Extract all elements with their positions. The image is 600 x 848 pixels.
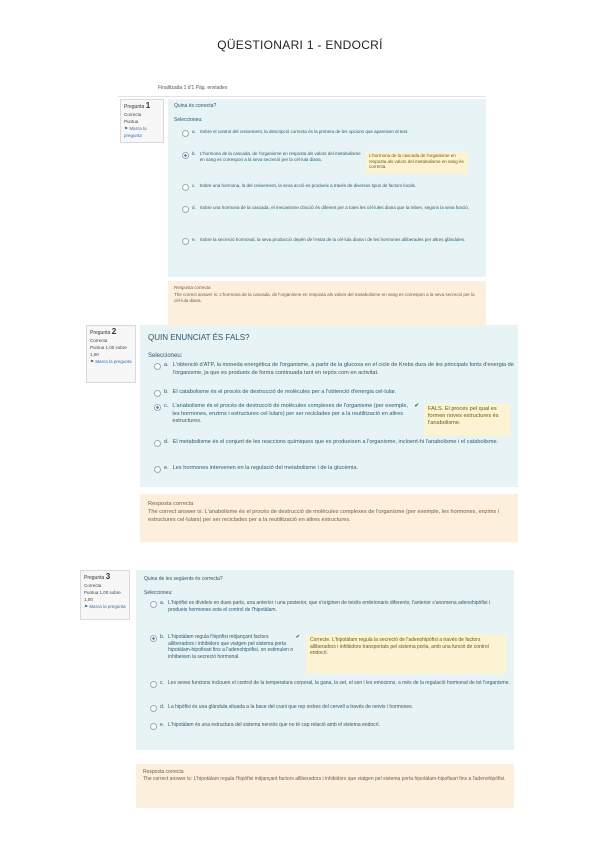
flag-question-link[interactable] bbox=[124, 125, 160, 139]
response-text: The correct answer is: L'hipotàlam regula l'hipòfisi mitjançant factors alliberadors i inhibidors que viatgen pel sistema porta hipotàlam-hipofisari fins a l'adenohipòfisi. bbox=[143, 776, 506, 782]
flag-label: Marca la pregunta bbox=[95, 359, 132, 364]
flag-label: Marca la pregunta bbox=[124, 126, 147, 138]
document-title: QÜESTIONARI 1 - ENDOCRÍ bbox=[217, 38, 383, 52]
response-text: The correct answer is: L'hormona de la cascada, de l'organisme en resposta als valors del metabolisme en sang es correspon a la seva secreció per la cèl·lula diana. bbox=[174, 291, 475, 303]
radio-button[interactable] bbox=[182, 238, 189, 245]
answer-option[interactable] bbox=[150, 680, 510, 688]
answer-option[interactable] bbox=[154, 389, 516, 397]
question-text: Quina és correcta? bbox=[174, 103, 217, 109]
option-text: Sobre una hormona de la cascada, el mecanisme d'acció és diferent per a totes les cèl·lules diana que la reben, segons la seva funció. bbox=[199, 205, 470, 210]
response-heading: Resposta correcta bbox=[174, 285, 211, 290]
flag-icon: ⚑ bbox=[84, 604, 89, 609]
option-text: El catabolisme és el procés de destrucció de molècules per a l'obtenció d'energia cel·lular. bbox=[172, 389, 397, 395]
answer-option[interactable] bbox=[150, 704, 510, 712]
question-1-info bbox=[120, 99, 164, 143]
select-prompt: Seleccioneu: bbox=[144, 590, 173, 596]
answer-option[interactable] bbox=[150, 600, 510, 613]
option-letter: a. bbox=[160, 600, 165, 606]
radio-button[interactable] bbox=[154, 440, 161, 447]
response-heading: Resposta correcta bbox=[143, 769, 184, 775]
question-1-correct-answer bbox=[168, 281, 486, 327]
option-letter: b. bbox=[192, 151, 196, 156]
radio-button[interactable] bbox=[150, 681, 157, 688]
radio-button[interactable] bbox=[182, 152, 189, 159]
option-letter: b. bbox=[164, 389, 169, 395]
option-feedback bbox=[424, 403, 510, 435]
select-prompt: Seleccioneu: bbox=[148, 353, 183, 359]
option-text: L'hormona de la cascada, de l'organisme en resposta als valors del metabolisme en sang es correspon a la seva secreció per la cèl·lula diana. bbox=[199, 151, 361, 162]
option-text: L'anabolisme és el procés de destrucció de molècules complexes de l'organisme (per exemple, les hormones, enzims i estructures cel·lulars) per ser reciclades per a la reutilització en altres estructures. bbox=[172, 403, 408, 424]
question-text: Quina de les següents és correcta? bbox=[144, 576, 223, 582]
option-letter: d. bbox=[160, 704, 165, 710]
answer-option[interactable] bbox=[154, 362, 516, 377]
flag-label: Marca la pregunta bbox=[89, 604, 126, 609]
response-heading: Resposta correcta bbox=[148, 501, 194, 507]
radio-button[interactable] bbox=[154, 390, 161, 397]
answer-option-selected[interactable] bbox=[182, 151, 362, 163]
option-text: Les seves funcions inclouen el control de la temperatura corporal, la gana, la set, el son i les emocions, a més de la regulació hormonal de tot l'organisme. bbox=[167, 680, 510, 686]
question-label: Pregunta bbox=[84, 575, 105, 581]
radio-button[interactable] bbox=[154, 466, 161, 473]
answer-option-selected[interactable] bbox=[154, 403, 419, 426]
answer-option[interactable] bbox=[182, 129, 482, 137]
option-letter: e. bbox=[164, 465, 169, 471]
radio-button[interactable] bbox=[150, 601, 157, 608]
question-mark: Puntua 1,00 sobre 1,00 bbox=[84, 590, 121, 602]
question-2-correct-answer bbox=[140, 494, 518, 542]
check-icon: ✔ bbox=[295, 634, 300, 640]
flag-icon: ⚑ bbox=[90, 359, 95, 364]
question-3-correct-answer bbox=[136, 764, 514, 808]
radio-button[interactable] bbox=[182, 206, 189, 213]
radio-button[interactable] bbox=[150, 723, 157, 730]
answer-option[interactable] bbox=[150, 722, 510, 730]
option-letter: d. bbox=[164, 439, 169, 445]
question-number: 2 bbox=[111, 327, 117, 336]
option-text: Sobre el control del creixement, la descripció correcta és la primera de les opcions que apareixen al text. bbox=[199, 129, 409, 134]
option-letter: a. bbox=[192, 129, 196, 134]
flag-icon: ⚑ bbox=[124, 126, 129, 131]
option-text: Sobre una hormona, la del creixement, la seva acció es produeix a través de diversos tipus de factors locals. bbox=[199, 183, 417, 188]
option-letter: e. bbox=[192, 237, 196, 242]
feedback-text: L'hormona de la cascada de l'organisme en resposta als valors del metabolisme en sang és correcta. bbox=[369, 153, 464, 169]
breadcrumb bbox=[118, 82, 486, 97]
option-text: L'hipotàlam és una estructura del sistema nerviós que no té cap relació amb el sistema endocrí. bbox=[168, 722, 381, 728]
flag-question-link[interactable] bbox=[84, 603, 126, 610]
question-2-info bbox=[86, 325, 136, 383]
response-text: The correct answer is: L'anabolisme és el procés de destrucció de molècules complexes de l'organisme (per exemple, les hormones, enzims i estructures cel·lulars) per ser reciclades per a la reutilització en altres estructures. bbox=[148, 509, 499, 523]
question-state: Correcta bbox=[84, 583, 102, 588]
answer-option[interactable] bbox=[182, 237, 482, 245]
option-letter: e. bbox=[160, 722, 165, 728]
feedback-text: FALS. El procés pel qual es formen noves estructures és l'anabolisme. bbox=[428, 406, 499, 426]
question-state: Correcta bbox=[90, 338, 108, 343]
option-text: El metabolisme és el conjunt de les reaccions químiques que es produeixen a l'organisme, incloent-hi l'anabolisme i el catabolisme. bbox=[172, 439, 499, 445]
radio-button[interactable] bbox=[154, 363, 161, 370]
option-letter: c. bbox=[164, 403, 169, 409]
flag-question-link[interactable] bbox=[90, 358, 132, 365]
breadcrumb-text: Finalitzada 1 d'1 Pàg. enviades bbox=[158, 85, 228, 91]
option-letter: c. bbox=[192, 183, 196, 188]
question-text: QUIN ENUNCIAT ÉS FALS? bbox=[148, 333, 250, 342]
question-3-content bbox=[136, 570, 514, 750]
question-mark: Puntua 1,00 sobre 1,00 bbox=[90, 345, 127, 357]
option-letter: b. bbox=[160, 634, 165, 640]
option-text: L'hipòfisi es divideix en dues parts, una anterior i una posterior, que s'originen de teixits embrionaris diferents; l'anterior s'anomena adenohipòfisi i produeix hormones sota el control de l'hipotàlam. bbox=[168, 600, 490, 613]
question-label: Pregunta bbox=[90, 330, 111, 336]
question-state: Correcta bbox=[124, 112, 142, 117]
answer-option[interactable] bbox=[154, 465, 516, 473]
radio-button[interactable] bbox=[182, 130, 189, 137]
option-text: L'obtenció d'ATP, la moneda energètica de l'organisme, a partir de la glucosa en el cicle de Krebs dura de les principals fonts d'energia de l'organisme, ja que es produeix de forma continuada tant en repòs com en activitat. bbox=[172, 362, 514, 376]
answer-option-selected[interactable] bbox=[150, 634, 300, 660]
option-letter: c. bbox=[160, 680, 164, 686]
answer-option[interactable] bbox=[182, 183, 482, 191]
option-text: Les hormones intervenen en la regulació del metabolisme i de la glucèmia. bbox=[172, 465, 358, 471]
question-mark: Puntua bbox=[124, 119, 139, 124]
question-label: Pregunta bbox=[124, 104, 145, 110]
option-feedback bbox=[366, 151, 468, 173]
radio-button[interactable] bbox=[154, 404, 161, 411]
answer-option[interactable] bbox=[182, 205, 482, 213]
option-feedback bbox=[306, 634, 506, 674]
question-number: 3 bbox=[105, 572, 111, 581]
radio-button[interactable] bbox=[182, 184, 189, 191]
option-text: L'hipotàlam regula l'hipòfisi mitjançant factors alliberadors i inhibidors que viatgen pel sistema porta hipotàlam-hipofisari fins a l'adenohipòfisi, on estimulen o inhibeixen la secreció hormonal. bbox=[168, 634, 294, 660]
radio-button[interactable] bbox=[150, 635, 157, 642]
select-prompt: Seleccioneu: bbox=[174, 117, 203, 123]
question-2-content bbox=[140, 325, 518, 487]
option-letter: d. bbox=[192, 205, 196, 210]
radio-button[interactable] bbox=[150, 705, 157, 712]
check-icon: ✔ bbox=[414, 403, 419, 409]
answer-option[interactable] bbox=[154, 439, 516, 447]
option-text: La hipòfisi és una glàndula situada a la base del crani que rep ordres del cervell a través de nervis i hormones. bbox=[168, 704, 414, 710]
question-1-content bbox=[168, 99, 486, 277]
option-text: Sobre la secreció hormonal, la seva producció depèn de l'estat de la cèl·lula diana i de les hormones alliberades per altres glàndules. bbox=[199, 237, 466, 242]
option-letter: a. bbox=[164, 362, 169, 368]
question-number: 1 bbox=[145, 101, 151, 110]
feedback-text: Correcte. L'hipotàlam regula la secreció de l'adenohipòfisi a través de factors alliberadors i inhibidors transportats pel sistema porta, amb una funció de control endocrí. bbox=[310, 637, 489, 656]
question-3-info bbox=[80, 570, 130, 620]
